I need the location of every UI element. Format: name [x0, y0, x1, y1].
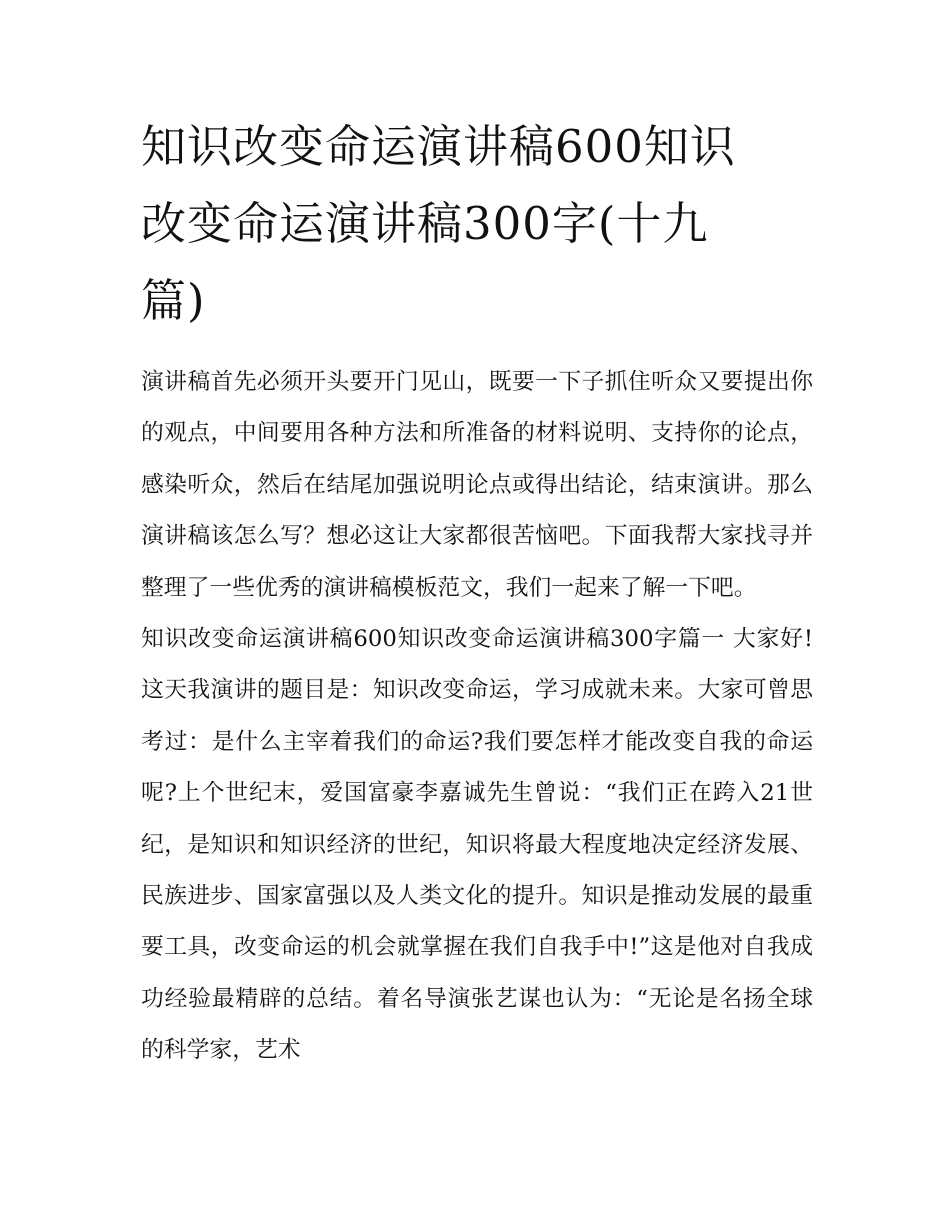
document-title: [141, 108, 813, 339]
document-page: [141, 108, 813, 1077]
intro-paragraph: 演讲稿首先必须开头要开门见山，既要一下子抓住听众又要提出你的观点，中间要用各种方法和所准备的材料说明、支持你的论点，感染听众，然后在结尾加强说明论点或得出结论，结束演讲。那么演讲稿该怎么写？想必这让大家都很苦恼吧。下面我帮大家找寻并整理了一些优秀的演讲稿模板范文，我们一起来了解一下吧。: [141, 369, 813, 601]
title-line-1: 知识改变命运演讲稿600知识: [141, 120, 736, 173]
title-line-2: 改变命运演讲稿300字(十九: [141, 197, 709, 250]
body-paragraph: 知识改变命运演讲稿600知识改变命运演讲稿300字篇一 大家好! 这天我演讲的题目是：知识改变命运，学习成就未来。大家可曾思考过：是什么主宰着我们的命运?我们要怎样才能改变自我的命运呢?上个世纪末，爱国富豪李嘉诚先生曾说：“我们正在跨入21世纪，是知识和知识经济的世纪，知识将最大程度地决定经济发展、民族进步、国家富强以及人类文化的提升。知识是推动发展的最重要工具，改变命运的机会就掌握在我们自我手中!”这是他对自我成功经验最精辟的总结。着名导演张艺谋也认为：“无论是名扬全球的科学家，艺术: [141, 626, 813, 1064]
title-line-3: 篇): [141, 274, 206, 327]
